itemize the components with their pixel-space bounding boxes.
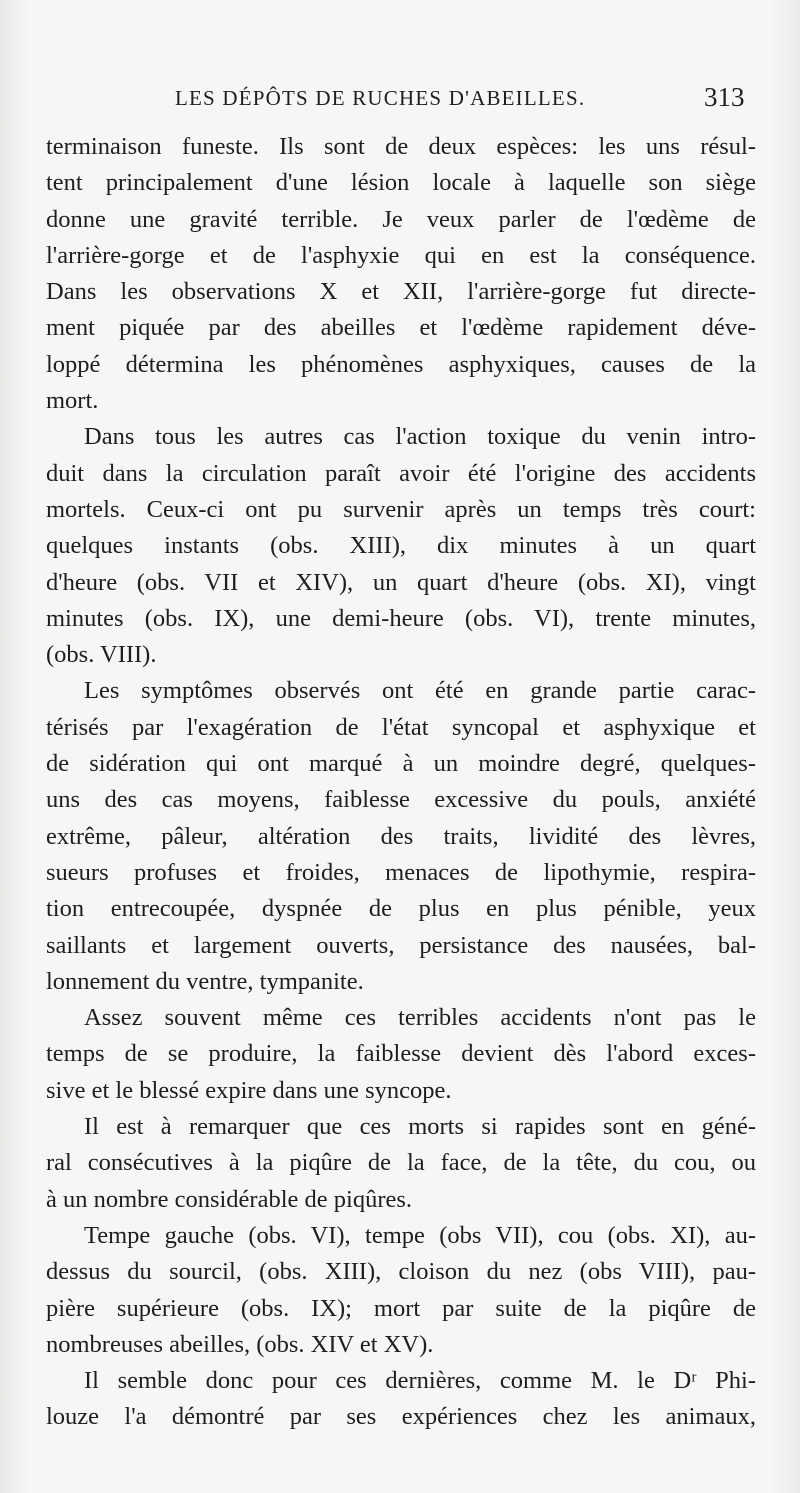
text-line: tent principalement d'une lésion locale à laquelle son siège (46, 169, 756, 197)
text-line: sueurs profuses et froides, menaces de lipothymie, respira- (46, 858, 756, 886)
text-line: Dans tous les autres cas l'action toxique du venin intro- (84, 423, 756, 451)
text-line: Tempe gauche (obs. VI), tempe (obs VII), cou (obs. XI), au- (84, 1221, 756, 1249)
text-line: uns des cas moyens, faiblesse excessive du pouls, anxiété (46, 786, 756, 814)
text-line: minutes (obs. IX), une demi-heure (obs. VI), trente minutes, (46, 604, 756, 632)
text-line: ment piquée par des abeilles et l'œdème rapidement déve- (46, 314, 756, 342)
text-line: mort. (46, 387, 99, 415)
text-line: saillants et largement ouverts, persistance des nausées, bal- (46, 931, 756, 959)
page-number: 313 (704, 82, 745, 112)
text-line: pière supérieure (obs. IX); mort par suite de la piqûre de (46, 1294, 756, 1322)
text-line: à un nombre considérable de piqûres. (46, 1185, 413, 1213)
body-text (46, 129, 756, 1436)
text-line: dessus du sourcil, (obs. XIII), cloison du nez (obs VIII), pau- (46, 1258, 756, 1286)
text-line: nombreuses abeilles, (obs. XIV et XV). (46, 1330, 434, 1358)
text-line: Il semble donc pour ces dernières, comme M. le Dʳ Phi- (84, 1367, 756, 1395)
text-line: extrême, pâleur, altération des traits, lividité des lèvres, (46, 822, 756, 850)
page-header (0, 82, 800, 122)
text-line: Assez souvent même ces terribles accidents n'ont pas le (84, 1004, 756, 1032)
text-line: térisés par l'exagération de l'état syncopal et asphyxique et (46, 713, 756, 741)
text-line: mortels. Ceux-ci ont pu survenir après un temps très court: (46, 495, 756, 523)
text-line: loppé détermina les phénomènes asphyxiques, causes de la (46, 350, 756, 378)
text-line: l'arrière-gorge et de l'asphyxie qui en est la conséquence. (46, 241, 756, 269)
text-line: sive et le blessé expire dans une syncope. (46, 1076, 452, 1104)
text-line: Les symptômes observés ont été en grande partie carac- (84, 677, 756, 705)
text-line: louze l'a démontré par ses expériences chez les animaux, (46, 1403, 756, 1431)
text-line: de sidération qui ont marqué à un moindre degré, quelques- (46, 750, 756, 778)
text-line: terminaison funeste. Ils sont de deux espèces: les uns résul- (46, 133, 756, 160)
text-line: duit dans la circulation paraît avoir été l'origine des accidents (46, 459, 756, 487)
text-line: tion entrecoupée, dyspnée de plus en plus pénible, yeux (46, 895, 756, 923)
text-line: Il est à remarquer que ces morts si rapides sont en géné- (84, 1113, 756, 1141)
text-line: (obs. VIII). (46, 641, 157, 669)
text-line: donne une gravité terrible. Je veux parler de l'œdème de (46, 205, 756, 233)
running-title: LES DÉPÔTS DE RUCHES D'ABEILLES. (175, 86, 586, 110)
text-line: d'heure (obs. VII et XIV), un quart d'heure (obs. XI), vingt (46, 568, 756, 596)
text-line: temps de se produire, la faiblesse devient dès l'abord exces- (46, 1040, 756, 1068)
text-line: quelques instants (obs. XIII), dix minutes à un quart (46, 532, 756, 560)
text-line: ral consécutives à la piqûre de la face, de la tête, du cou, ou (46, 1149, 756, 1177)
text-line: Dans les observations X et XII, l'arrière-gorge fut directe- (46, 278, 756, 306)
text-line: lonnement du ventre, tympanite. (46, 967, 364, 995)
